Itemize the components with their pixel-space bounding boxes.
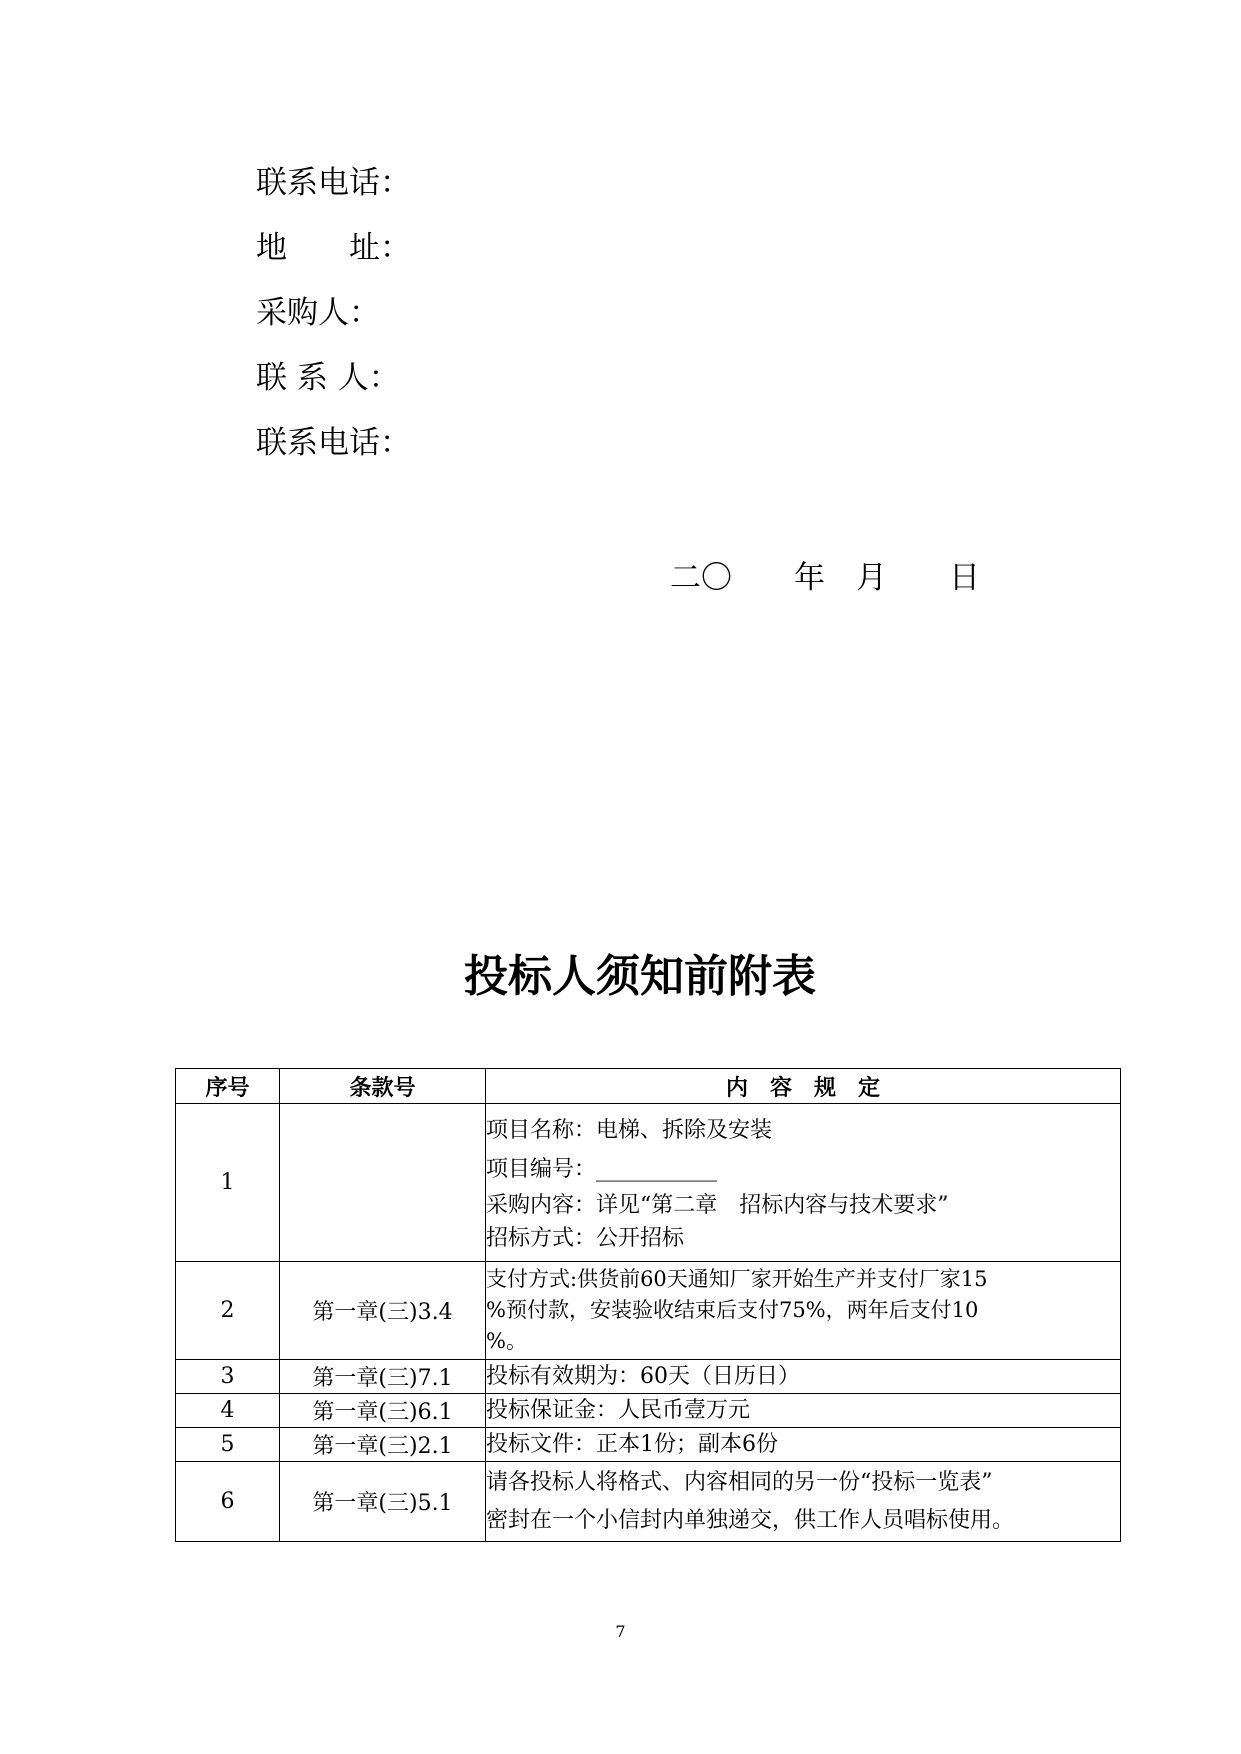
date-line: 二〇 年 月 日 (670, 560, 980, 596)
row-no: 3 (176, 1360, 280, 1394)
content-line: 项目名称：电梯、拆除及安装 (486, 1117, 773, 1143)
content-line: 项目编号：___________ (486, 1156, 718, 1182)
header-no: 序号 (176, 1069, 280, 1104)
content-line: 支付方式:供货前60天通知厂家开始生产并支付厂家15 (486, 1267, 988, 1291)
content-line: %预付款，安装验收结束后支付75%，两年后支付10 (486, 1298, 979, 1322)
row-content (486, 1104, 1121, 1262)
row-content (486, 1462, 1121, 1542)
contact-phone-1: 联系电话： (256, 165, 411, 201)
row-content (486, 1394, 1121, 1428)
table-row (176, 1462, 1121, 1542)
page-number: 7 (615, 1622, 626, 1641)
content-line: 投标有效期为：60天（日历日） (486, 1364, 800, 1389)
content-line: 采购内容：详见“第二章 招标内容与技术要求” (486, 1192, 949, 1218)
page-title: 投标人须知前附表 (464, 951, 816, 1002)
content-line: 密封在一个小信封内单独递交，供工作人员唱标使用。 (486, 1507, 1015, 1533)
row-clause (280, 1104, 486, 1262)
table-row (176, 1394, 1121, 1428)
table-row (176, 1360, 1121, 1394)
contact-purchaser: 采购人： (256, 295, 380, 331)
table-row (176, 1262, 1121, 1360)
row-no: 6 (176, 1462, 280, 1542)
row-content (486, 1360, 1121, 1394)
table-row (176, 1104, 1121, 1262)
header-content: 内 容 规 定 (486, 1069, 1121, 1104)
annex-table (175, 1068, 1121, 1542)
row-clause: 第一章(三)3.4 (280, 1262, 486, 1360)
contact-person: 联 系 人： (256, 360, 400, 396)
content-line: 投标保证金：人民币壹万元 (486, 1398, 751, 1423)
header-clause: 条款号 (280, 1069, 486, 1104)
row-no: 2 (176, 1262, 280, 1360)
table-header-row (176, 1069, 1121, 1104)
row-no: 4 (176, 1394, 280, 1428)
row-no: 5 (176, 1428, 280, 1462)
row-clause: 第一章(三)2.1 (280, 1428, 486, 1462)
content-line: %。 (486, 1329, 527, 1353)
row-clause: 第一章(三)6.1 (280, 1394, 486, 1428)
contact-address: 地 址： (256, 230, 411, 266)
table-row (176, 1428, 1121, 1462)
row-content (486, 1428, 1121, 1462)
content-line: 请各投标人将格式、内容相同的另一份“投标一览表” (486, 1469, 993, 1495)
contact-phone-2: 联系电话： (256, 425, 411, 461)
row-no: 1 (176, 1104, 280, 1262)
content-line: 招标方式：公开招标 (486, 1225, 685, 1251)
row-clause: 第一章(三)7.1 (280, 1360, 486, 1394)
row-clause: 第一章(三)5.1 (280, 1462, 486, 1542)
row-content (486, 1262, 1121, 1360)
content-line: 投标文件：正本1份；副本6份 (486, 1432, 778, 1457)
